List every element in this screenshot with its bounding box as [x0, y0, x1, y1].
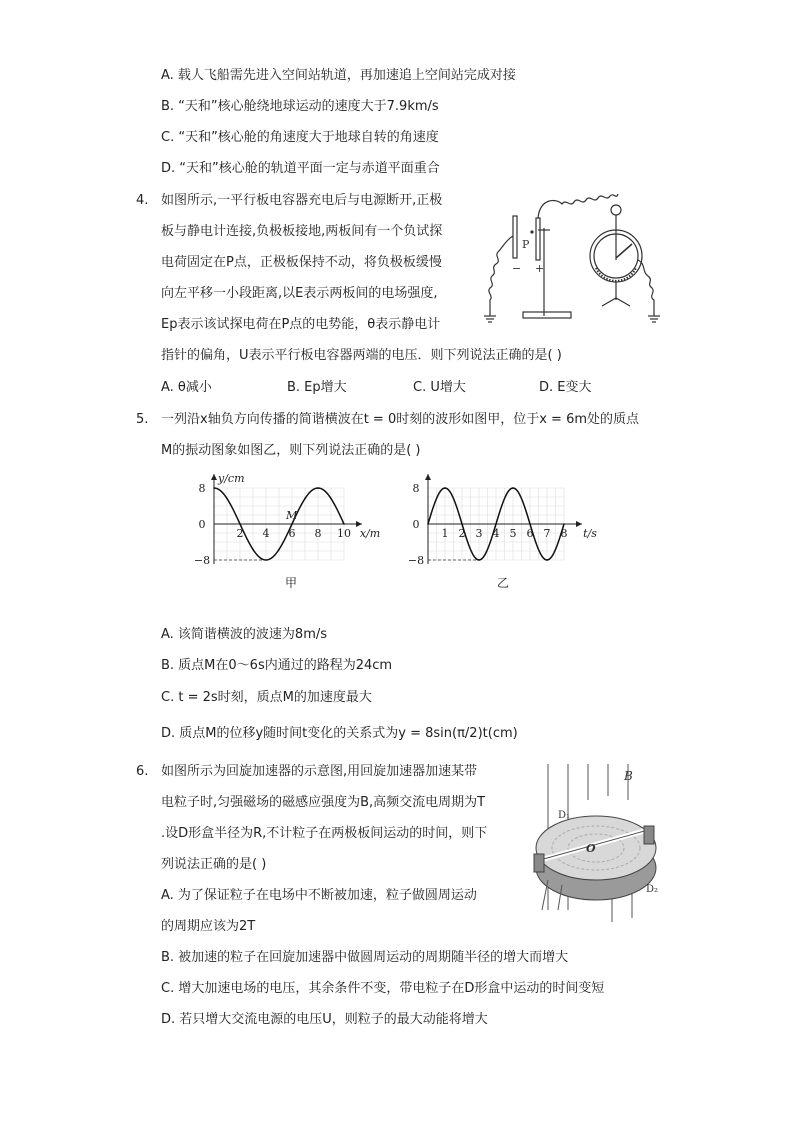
q5-line-2: M的振动图象如图乙，则下列说法正确的是( ) — [161, 443, 421, 458]
q5-number: 5. — [136, 412, 149, 427]
q6-number: 6. — [136, 764, 149, 779]
field-b-label: B — [624, 769, 633, 783]
x-tick-label: 2 — [458, 527, 466, 540]
y-tick-label: 0 — [412, 518, 420, 531]
q5-option-d: D. 质点M的位移y随时间t变化的关系式为y = 8sin(π/2)t(cm) — [161, 726, 518, 741]
center-o-label: O — [586, 842, 596, 855]
data-point — [291, 523, 293, 525]
q4-option-a: A. θ减小 — [161, 380, 212, 395]
x-tick-label: 4 — [262, 527, 270, 540]
q4-number: 4. — [136, 193, 149, 208]
q6-line-4: 列说法正确的是( ) — [161, 857, 267, 872]
point-m-label: M — [286, 509, 298, 522]
x-tick-label: 8 — [314, 527, 322, 540]
x-tick-label: 4 — [492, 527, 500, 540]
x-axis-label: x/m — [359, 527, 381, 540]
data-point — [461, 523, 463, 525]
x-tick-label: 7 — [543, 527, 551, 540]
x-tick-label: 6 — [526, 527, 534, 540]
q3-option-d: D. “天和”核心舱的轨道平面一定与赤道平面重合 — [161, 161, 440, 176]
data-point — [529, 523, 531, 525]
q6-option-c: C. 增大加速电场的电压，其余条件不变，带电粒子在D形盒中运动的时间变短 — [161, 981, 605, 996]
caption-jia: 甲 — [285, 576, 298, 590]
y-axis-label: y/cm — [218, 472, 245, 485]
q4-option-b: B. Ep增大 — [287, 380, 347, 395]
q6-option-b: B. 被加速的粒子在回旋加速器中做圆周运动的周期随半径的增大而增大 — [161, 950, 569, 965]
x-tick-label: 3 — [475, 527, 483, 540]
d2-label: D₂ — [646, 884, 659, 895]
point-p-label: P — [522, 238, 530, 251]
y-tick-label: −8 — [407, 554, 425, 567]
data-point — [444, 487, 446, 489]
q6-line-2: 电粒子时,匀强磁场的磁感应强度为B,高频交流电周期为T — [161, 795, 486, 810]
d1-label: D₁ — [558, 810, 571, 821]
q4-option-c: C. U增大 — [413, 380, 466, 395]
data-point — [252, 549, 254, 551]
q5-option-c: C. t = 2s时刻，质点M的加速度最大 — [161, 690, 372, 705]
data-point — [546, 559, 548, 561]
q6-option-d: D. 若只增大交流电源的电压U，则粒子的最大动能将增大 — [161, 1012, 488, 1027]
caption-yi: 乙 — [497, 576, 510, 590]
q4-line-5: Ep表示该试探电荷在P点的电势能，θ表示静电计 — [161, 317, 441, 332]
x-tick-label: 8 — [560, 527, 568, 540]
q4-line-3: 电荷固定在P点，正极板保持不动，将负极板缓慢 — [161, 255, 442, 270]
data-point — [265, 559, 267, 561]
data-point — [317, 487, 319, 489]
q6-line-3: .设D形盒半径为R,不计粒子在两极板间运动的时间，则下 — [161, 826, 488, 841]
data-point — [213, 487, 215, 489]
y-axis-arrow — [425, 474, 431, 480]
q4-option-d: D. E变大 — [539, 380, 592, 395]
capacitor-electrometer-figure — [478, 188, 668, 330]
y-axis-arrow — [211, 474, 217, 480]
positive-plate-label: + — [535, 262, 545, 275]
q6-option-a: A. 为了保证粒子在电场中不断被加速，粒子做圆周运动 — [161, 888, 477, 903]
q4-line-1: 如图所示,一平行板电容器充电后与电源断开,正极 — [161, 193, 443, 208]
q4-line-4: 向左平移一小段距离,以E表示两板间的电场强度, — [161, 286, 438, 301]
x-tick-label: 5 — [509, 527, 517, 540]
data-point — [478, 559, 480, 561]
y-tick-label: 8 — [198, 482, 206, 495]
q4-line-6: 指针的偏角，U表示平行板电容器两端的电压．则下列说法正确的是( ) — [161, 348, 562, 363]
q6-option-a-cont: 的周期应该为2T — [161, 919, 256, 934]
q3-option-b: B. “天和”核心舱绕地球运动的速度大于7.9km/s — [161, 99, 439, 114]
q6-line-1: 如图所示为回旋加速器的示意图,用回旋加速器加速某带 — [161, 764, 478, 779]
q3-option-c: C. “天和”核心舱的角速度大于地球自转的角速度 — [161, 130, 439, 145]
x-axis-label: t/s — [583, 527, 597, 540]
data-point — [343, 523, 345, 525]
data-point — [512, 487, 514, 489]
data-point — [427, 523, 429, 525]
cyclotron-figure — [528, 760, 666, 930]
wave-graph-jia — [190, 462, 390, 574]
vibration-graph-yi — [402, 462, 598, 574]
x-tick-label: 6 — [288, 527, 296, 540]
q5-option-b: B. 质点M在0～6s内通过的路程为24cm — [161, 658, 393, 673]
y-tick-label: 8 — [412, 482, 420, 495]
negative-plate-label: − — [512, 262, 522, 275]
q5-option-a: A. 该简谐横波的波速为8m/s — [161, 627, 328, 642]
data-point — [304, 498, 306, 500]
data-point — [226, 498, 228, 500]
x-tick-label: 2 — [236, 527, 244, 540]
data-point — [239, 523, 241, 525]
q3-option-a: A. 载人飞船需先进入空间站轨道，再加速追上空间站完成对接 — [161, 68, 516, 83]
x-tick-label: 10 — [337, 527, 351, 540]
data-point — [278, 549, 280, 551]
y-tick-label: −8 — [193, 554, 211, 567]
x-axis-arrow — [576, 521, 582, 527]
data-point — [330, 498, 332, 500]
y-tick-label: 0 — [198, 518, 206, 531]
data-point — [495, 523, 497, 525]
q5-line-1: 一列沿x轴负方向传播的简谐横波在t = 0时刻的波形如图甲，位于x = 6m处的质点 — [161, 412, 640, 427]
data-point — [563, 523, 565, 525]
x-tick-label: 1 — [441, 527, 449, 540]
q4-line-2: 板与静电计连接,负极板接地,两板间有一个负试探 — [161, 224, 443, 239]
